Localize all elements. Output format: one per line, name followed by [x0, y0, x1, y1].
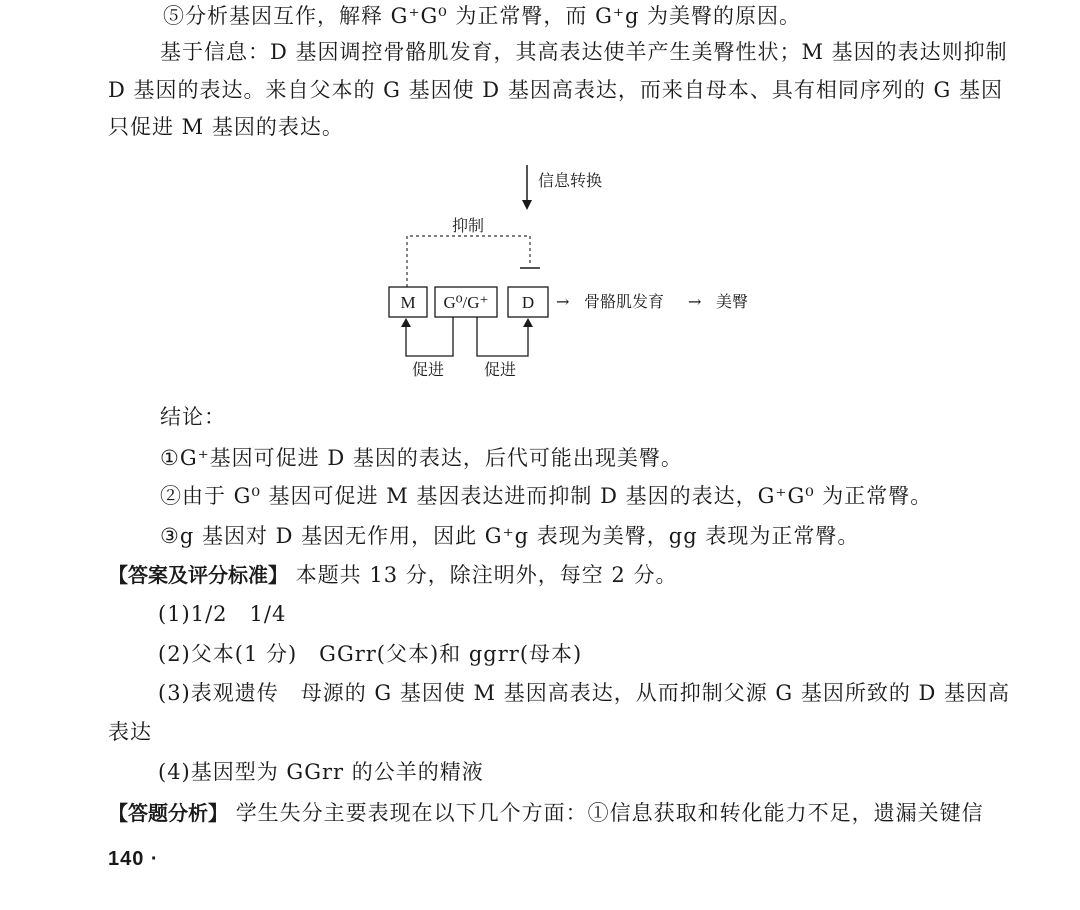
info-line-1: 基于信息：D 基因调控骨骼肌发育，其高表达使羊产生美臀性状；M 基因的表达则抑制	[160, 40, 1008, 64]
info-line-3: 只促进 M 基因的表达。	[108, 115, 344, 139]
info-transform-label: 信息转换	[538, 171, 603, 190]
analysis-line	[108, 799, 984, 827]
inhibit-label: 抑制	[452, 216, 485, 235]
box-d-label: D	[521, 293, 535, 312]
inhibit-dashed-line	[407, 236, 530, 287]
promote-arrow-d	[477, 317, 528, 356]
beautiful-hip-label: 美臀	[716, 292, 749, 311]
box-g-label: G⁰/G⁺	[443, 293, 489, 312]
analysis-heading: 【答题分析】	[108, 801, 228, 825]
arrow-to-trait: →	[688, 292, 702, 311]
page-number: 140 ·	[108, 848, 159, 870]
answer-note: 本题共 13 分，除注明外，每空 2 分。	[295, 563, 678, 587]
info-line-2: D 基因的表达。来自父本的 G 基因使 D 基因高表达，而来自母本、具有相同序列的 G 基因	[108, 78, 1003, 102]
answer-1: (1)1/2 1/4	[158, 602, 287, 626]
conclusion-title: 结论：	[160, 405, 226, 429]
answer-heading: 【答案及评分标准】	[108, 563, 288, 587]
answer-line	[108, 561, 677, 589]
question-5-line: ⑤分析基因互作，解释 G⁺G⁰ 为正常臀，而 G⁺g 为美臀的原因。	[163, 4, 802, 28]
arrow-to-muscle: →	[556, 292, 570, 311]
promote-arrow-d-head	[523, 318, 533, 327]
answer-2: (2)父本(1 分) GGrr(父本)和 ggrr(母本)	[158, 642, 583, 666]
promote-label-1: 促进	[412, 360, 445, 379]
conclusion-2: ②由于 G⁰ 基因可促进 M 基因表达进而抑制 D 基因的表达，G⁺G⁰ 为正常臀。	[160, 484, 933, 508]
info-arrow-head	[522, 200, 532, 210]
gene-regulation-diagram	[0, 0, 1080, 390]
analysis-text: 学生失分主要表现在以下几个方面：①信息获取和转化能力不足，遗漏关键信	[235, 801, 984, 825]
answer-3-line-2: 表达	[108, 720, 152, 744]
answer-3-line-1: (3)表观遗传 母源的 G 基因使 M 基因高表达，从而抑制父源 G 基因所致的 D 基因高	[158, 681, 1011, 705]
conclusion-3: ③g 基因对 D 基因无作用，因此 G⁺g 表现为美臀，gg 表现为正常臀。	[160, 524, 860, 548]
answer-4: (4)基因型为 GGrr 的公羊的精液	[158, 760, 484, 784]
promote-arrow-m	[406, 317, 453, 356]
promote-label-2: 促进	[484, 360, 517, 379]
muscle-development-label: 骨骼肌发育	[584, 292, 665, 311]
conclusion-1: ①G⁺基因可促进 D 基因的表达，后代可能出现美臀。	[160, 446, 683, 470]
box-m-label: M	[400, 293, 416, 312]
promote-arrow-m-head	[401, 318, 411, 327]
